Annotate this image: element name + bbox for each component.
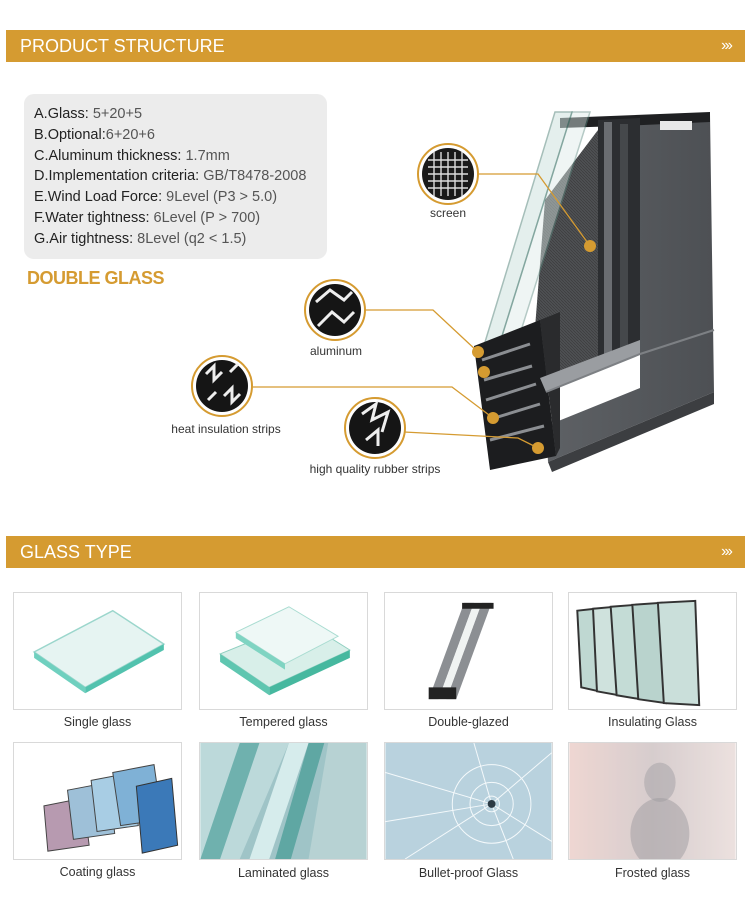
chevron-right-icon: ››› xyxy=(721,37,731,54)
aluminum-label: aluminum xyxy=(309,344,363,358)
callout-line-aluminum xyxy=(362,310,478,352)
rubber-strip-callout-icon xyxy=(345,398,405,458)
insulating-glass-caption: Insulating Glass xyxy=(608,715,697,729)
screen-callout-icon xyxy=(418,144,478,204)
rubber-strips-label: high quality rubber strips xyxy=(309,462,441,476)
section-title: PRODUCT STRUCTURE xyxy=(20,36,225,56)
tempered-glass-image xyxy=(199,592,368,710)
heat-insulation-label: heat insulation strips xyxy=(171,422,281,436)
double-glazed-image xyxy=(384,592,553,710)
heat-strip-callout-icon xyxy=(192,356,252,416)
screen-label: screen xyxy=(429,206,467,220)
double-glazed-caption: Double-glazed xyxy=(428,715,509,729)
section-title: GLASS TYPE xyxy=(20,542,132,562)
double-glass-label: DOUBLE GLASS xyxy=(27,268,165,288)
spec-glass: A.Glass: 5+20+5 xyxy=(34,106,143,122)
spec-water-tightness: F.Water tightness: 6Level (P > 700) xyxy=(34,209,261,226)
bullet-proof-glass-caption: Bullet-proof Glass xyxy=(418,866,519,880)
aluminum-callout-icon xyxy=(305,280,365,340)
label-sticker xyxy=(660,121,692,130)
spec-implementation: D.Implementation criteria: GB/T8478-2008 xyxy=(34,168,307,185)
coating-glass-caption: Coating glass xyxy=(59,865,136,879)
spec-aluminum-thickness: C.Aluminum thickness: 1.7mm xyxy=(34,147,230,164)
spec-wind-load: E.Wind Load Force: 9Level (P3 > 5.0) xyxy=(34,189,278,206)
insulating-glass-image xyxy=(568,592,737,710)
tempered-glass-caption: Tempered glass xyxy=(239,715,328,729)
spec-optional: B.Optional:6+20+6 xyxy=(34,126,155,143)
chevron-right-icon: ››› xyxy=(721,543,731,560)
frosted-glass-caption: Frosted glass xyxy=(614,866,691,880)
frosted-glass-image xyxy=(568,742,737,860)
coating-glass-image xyxy=(13,742,182,860)
single-glass-image xyxy=(13,592,182,710)
bullet-proof-glass-image xyxy=(384,742,553,860)
section-banner-glass-type xyxy=(6,536,745,568)
laminated-glass-caption: Laminated glass xyxy=(237,866,330,880)
single-glass-caption: Single glass xyxy=(63,715,132,729)
spec-air-tightness: G.Air tightness: 8Level (q2 < 1.5) xyxy=(34,230,247,247)
laminated-glass-image xyxy=(199,742,368,860)
